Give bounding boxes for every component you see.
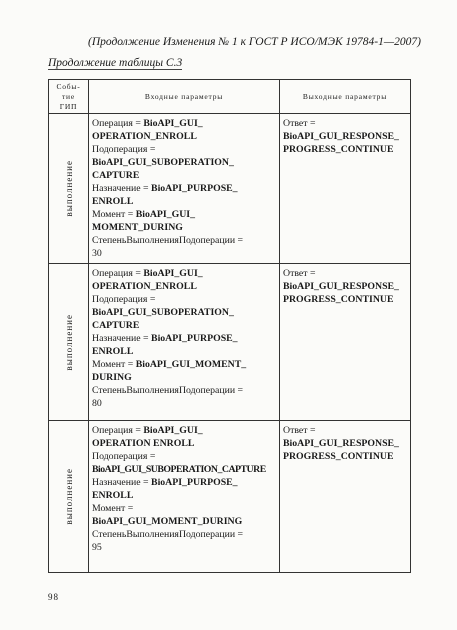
- response-label: Ответ =: [283, 425, 316, 436]
- event-cell: [49, 114, 89, 264]
- response-value: BioAPI_GUI_RESPONSE_: [283, 131, 399, 142]
- param-value: OPERATION ENROLL: [92, 438, 195, 449]
- param-value: BioAPI_GUI_: [143, 118, 203, 129]
- param-label: Назначение =: [92, 183, 152, 194]
- response-value: PROGRESS_CONTINUE: [283, 144, 394, 155]
- table-continuation-caption: Продолжение таблицы С.3: [48, 57, 183, 69]
- param-label: Подоперация =: [92, 294, 156, 305]
- response-value: PROGRESS_CONTINUE: [283, 451, 394, 462]
- param-number: 30: [92, 248, 102, 259]
- param-label: Операция =: [92, 425, 144, 436]
- param-number: 95: [92, 542, 102, 553]
- response-value: PROGRESS_CONTINUE: [283, 294, 394, 305]
- event-label: выполнение: [64, 313, 74, 371]
- response-label: Ответ =: [283, 268, 316, 279]
- param-label: Момент =: [92, 359, 136, 370]
- param-value: BioAPI_GUI_SUBOPERATION_: [92, 157, 234, 168]
- param-value: CAPTURE: [92, 320, 140, 331]
- param-value: BioAPI_PURPOSE_: [151, 333, 238, 344]
- param-label: Назначение =: [92, 477, 152, 488]
- header-input-params: Входные параметры: [89, 80, 280, 114]
- param-value: MOMENT_DURING: [92, 222, 183, 233]
- param-label: Подоперация =: [92, 144, 156, 155]
- param-label: СтепеньВыполненияПодоперации =: [92, 529, 244, 540]
- param-value: ENROLL: [92, 490, 134, 501]
- param-value: ENROLL: [92, 346, 134, 357]
- output-params-cell: [280, 421, 411, 573]
- output-params-cell: [280, 264, 411, 421]
- input-params-cell: [89, 421, 280, 573]
- document-header: (Продолжение Изменения № 1 к ГОСТ Р ИСО/МЭК 19784-1—2007): [88, 36, 421, 48]
- event-label: выполнение: [64, 468, 74, 525]
- param-value: BioAPI_GUI_SUBOPERATION_: [92, 307, 234, 318]
- param-value: BioAPI_GUI_SUBOPERATION_CAPTURE: [92, 464, 266, 475]
- event-cell: [49, 264, 89, 421]
- table-header-row: [49, 80, 411, 114]
- table-row: [49, 114, 411, 264]
- table-row: [49, 421, 411, 573]
- param-number: 80: [92, 398, 102, 409]
- response-value: BioAPI_GUI_RESPONSE_: [283, 438, 399, 449]
- table-row: [49, 264, 411, 421]
- param-value: BioAPI_GUI_: [143, 425, 203, 436]
- param-value: OPERATION_ENROLL: [92, 131, 197, 142]
- param-label: Операция =: [92, 118, 144, 129]
- header-event-line2: тие: [61, 91, 76, 101]
- param-label: СтепеньВыполненияПодоперации =: [92, 235, 244, 246]
- response-value: BioAPI_GUI_RESPONSE_: [283, 281, 399, 292]
- param-label: Операция =: [92, 268, 144, 279]
- param-value: BioAPI_GUI_: [143, 268, 203, 279]
- page-number: 98: [48, 592, 59, 602]
- param-value: BioAPI_GUI_MOMENT_DURING: [92, 516, 243, 527]
- output-params-cell: [280, 114, 411, 264]
- param-label: Назначение =: [92, 333, 152, 344]
- header-event: [49, 80, 89, 114]
- input-params-cell: [89, 114, 280, 264]
- table-c3: [48, 79, 411, 573]
- param-value: BioAPI_PURPOSE_: [151, 183, 238, 194]
- param-value: ENROLL: [92, 196, 134, 207]
- param-value: BioAPI_GUI_: [135, 209, 196, 220]
- param-value: OPERATION_ENROLL: [92, 281, 197, 292]
- param-value: BioAPI_PURPOSE_: [151, 477, 238, 488]
- event-label: выполнение: [64, 160, 74, 217]
- param-label: Момент =: [92, 503, 134, 514]
- param-label: Момент =: [92, 209, 136, 220]
- input-params-cell: [89, 264, 280, 421]
- param-label: Подоперация =: [92, 451, 156, 462]
- param-value: BioAPI_GUI_MOMENT_: [135, 359, 247, 370]
- header-event-line3: ГИП: [59, 101, 78, 111]
- param-label: СтепеньВыполненияПодоперации =: [92, 385, 244, 396]
- response-label: Ответ =: [283, 118, 316, 129]
- header-output-params: Выходные параметры: [280, 80, 411, 114]
- header-event-line1: Собы-: [56, 81, 81, 91]
- event-cell: [49, 421, 89, 573]
- param-value: CAPTURE: [92, 170, 140, 181]
- param-value: DURING: [92, 372, 132, 383]
